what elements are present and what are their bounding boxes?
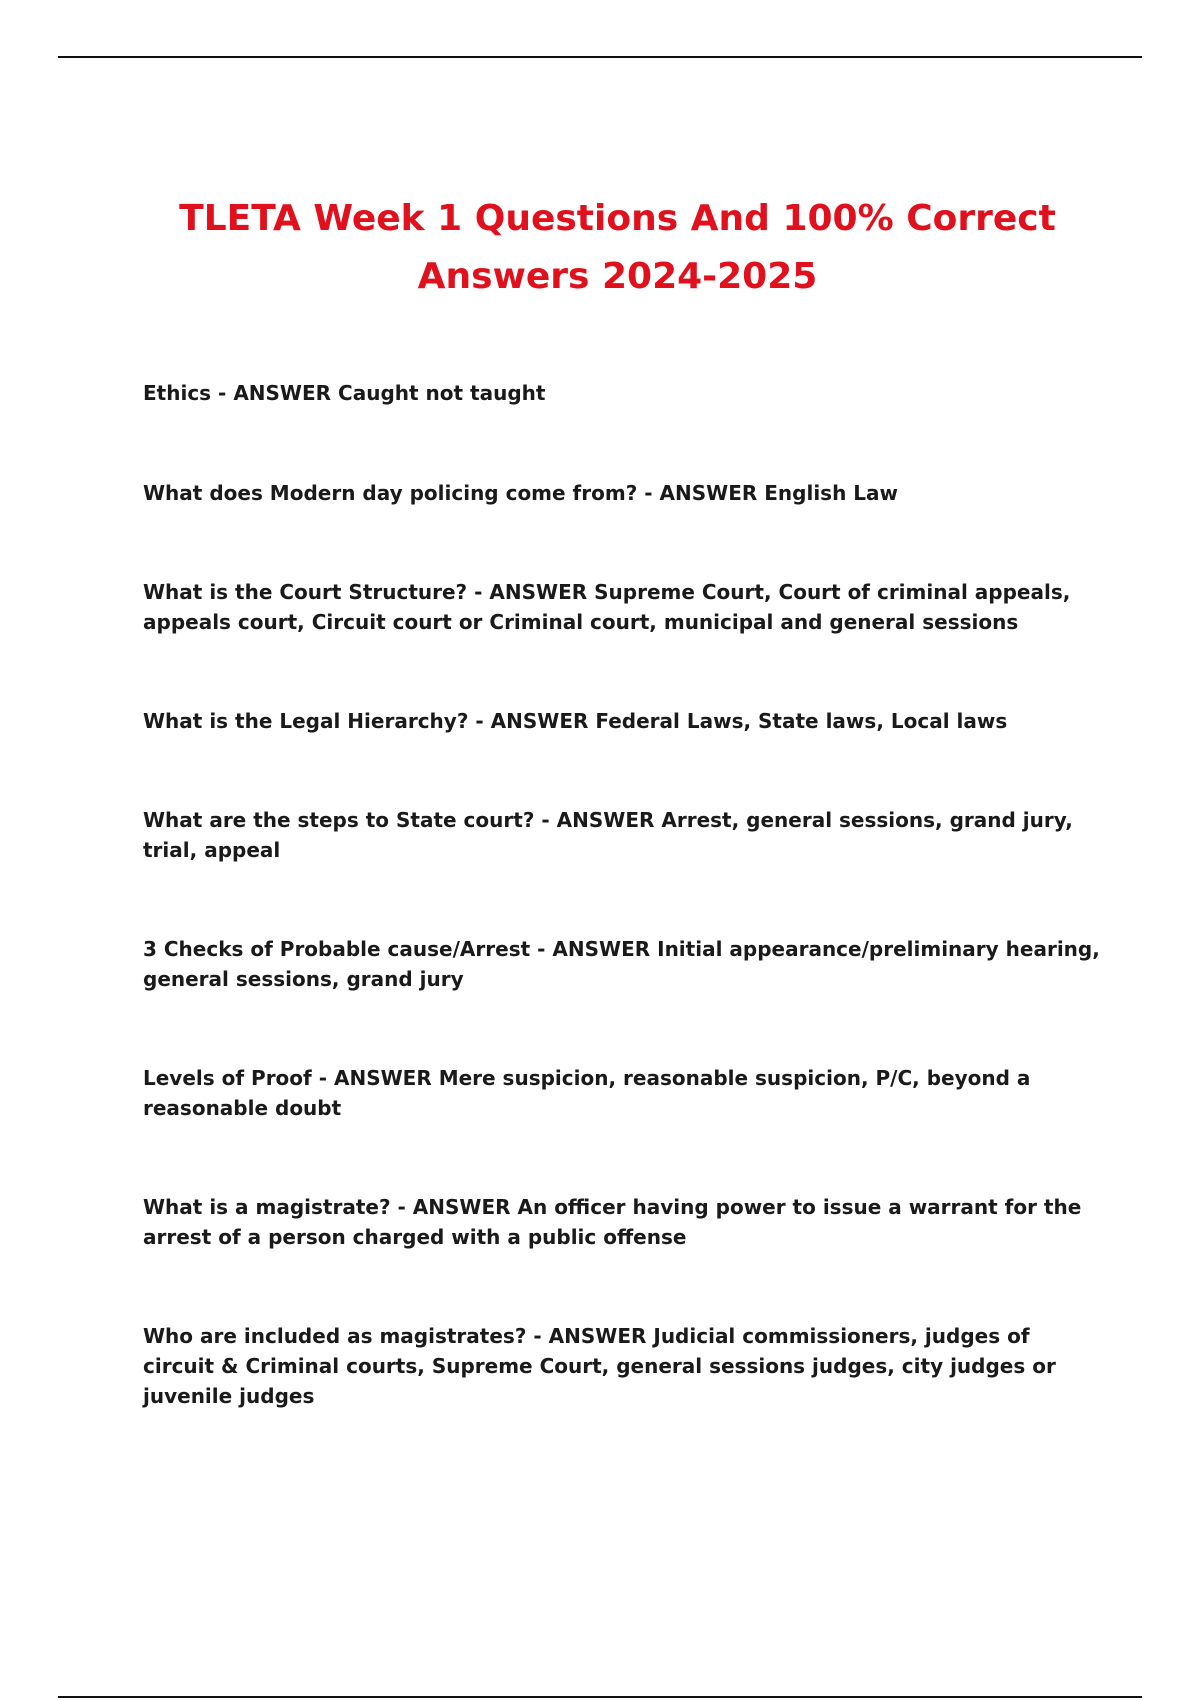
- qa-item-magistrate-definition: [143, 1192, 1103, 1252]
- separator: -: [311, 1066, 334, 1090]
- qa-item-policing-origin: [143, 478, 1103, 508]
- question-text: What is a magistrate?: [143, 1195, 391, 1219]
- answer-prefix: ANSWER: [548, 1324, 654, 1348]
- answer-text: English Law: [764, 481, 898, 505]
- separator: -: [211, 381, 234, 405]
- separator: -: [468, 709, 491, 733]
- question-text: 3 Checks of Probable cause/Arrest: [143, 937, 531, 961]
- title-line-1: TLETA Week 1 Questions And 100% Correct: [179, 198, 1056, 239]
- top-divider: [58, 56, 1142, 58]
- answer-prefix: ANSWER: [233, 381, 339, 405]
- answer-text: Arrest, general sessions, grand jury, trial, appeal: [143, 808, 1073, 862]
- answer-prefix: ANSWER: [412, 1195, 518, 1219]
- bottom-divider: [58, 1696, 1142, 1698]
- answer-text: Supreme Court, Court of criminal appeals, appeals court, Circuit court or Criminal court, municipal and general sessions: [143, 580, 1071, 634]
- title-line-2: Answers 2024-2025: [417, 256, 818, 297]
- separator: -: [390, 1195, 413, 1219]
- answer-text: Federal Laws, State laws, Local laws: [595, 709, 1008, 733]
- answer-prefix: ANSWER: [556, 808, 662, 832]
- answer-prefix: ANSWER: [489, 580, 595, 604]
- answer-text: Mere suspicion, reasonable suspicion, P/C, beyond a reasonable doubt: [143, 1066, 1031, 1120]
- answer-prefix: ANSWER: [552, 937, 658, 961]
- question-text: Who are included as magistrates?: [143, 1324, 527, 1348]
- answer-prefix: ANSWER: [490, 709, 596, 733]
- qa-item-state-court-steps: [143, 805, 1103, 865]
- question-text: What is the Legal Hierarchy?: [143, 709, 469, 733]
- separator: -: [534, 808, 557, 832]
- qa-item-magistrates-included: [143, 1321, 1103, 1411]
- separator: -: [530, 937, 553, 961]
- separator: -: [467, 580, 490, 604]
- question-text: What is the Court Structure?: [143, 580, 468, 604]
- answer-text: Judicial commissioners, judges of circuit & Criminal courts, Supreme Court, general sessions judges, city judges or juvenile judges: [143, 1324, 1056, 1408]
- question-text: What does Modern day policing come from?: [143, 481, 638, 505]
- question-text: What are the steps to State court?: [143, 808, 535, 832]
- answer-text: Initial appearance/preliminary hearing, general sessions, grand jury: [143, 937, 1100, 991]
- answer-prefix: ANSWER: [333, 1066, 439, 1090]
- qa-item-levels-of-proof: [143, 1063, 1103, 1123]
- qa-item-legal-hierarchy: [143, 706, 1103, 736]
- question-text: Levels of Proof: [143, 1066, 312, 1090]
- qa-item-ethics: [143, 378, 1103, 408]
- separator: -: [637, 481, 660, 505]
- separator: -: [526, 1324, 549, 1348]
- qa-item-probable-cause-checks: [143, 934, 1103, 994]
- answer-prefix: ANSWER: [659, 481, 765, 505]
- question-text: Ethics: [143, 381, 212, 405]
- answer-text: Caught not taught: [338, 381, 546, 405]
- document-title: [0, 190, 1200, 306]
- answer-text: An officer having power to issue a warrant for the arrest of a person charged with a public offense: [143, 1195, 1082, 1249]
- qa-item-court-structure: [143, 577, 1103, 637]
